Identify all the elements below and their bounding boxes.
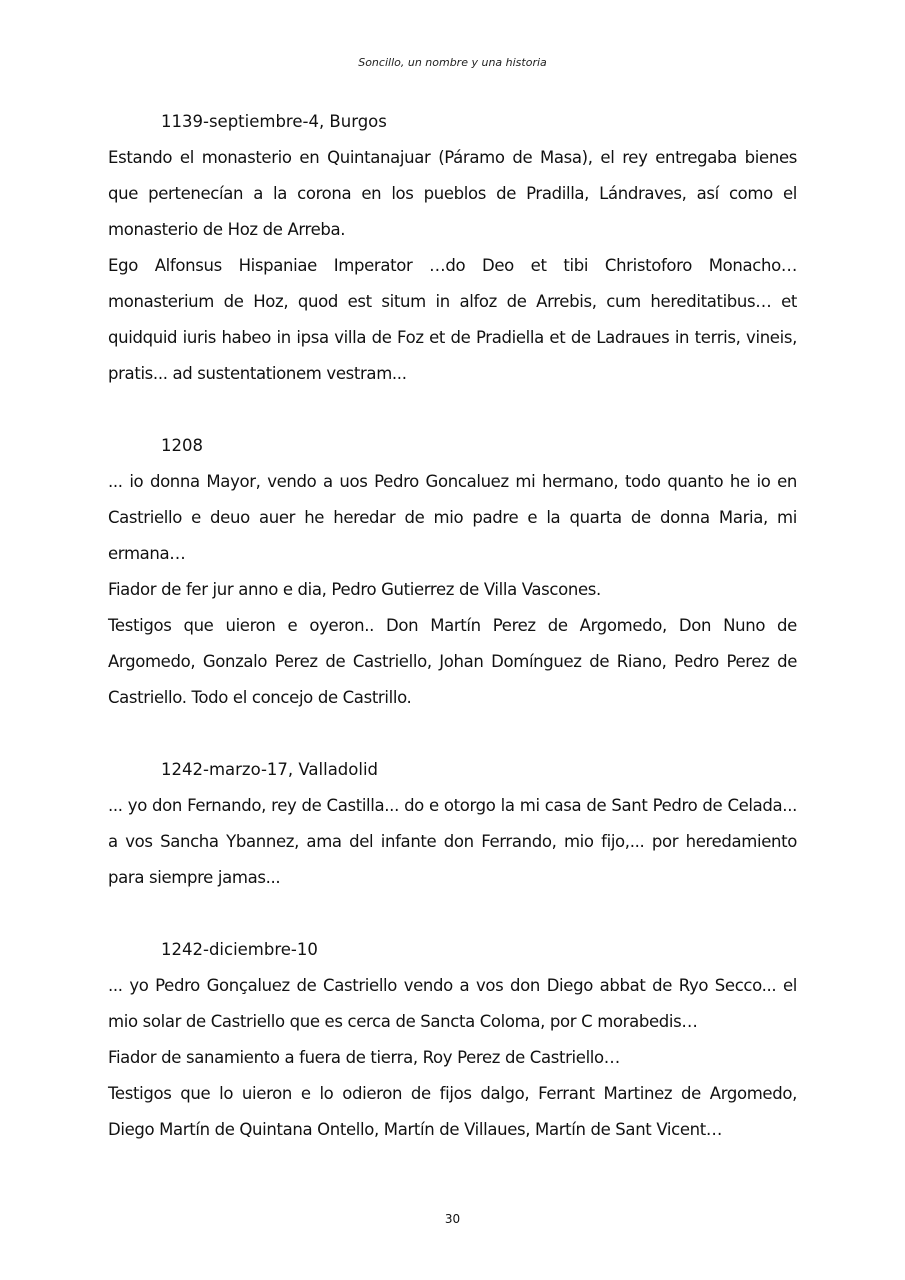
document-entry-1242-marzo — [108, 752, 797, 896]
entry-paragraph: ... io donna Mayor, vendo a uos Pedro Goncaluez mi hermano, todo quanto he io en Castriello e deuo auer he heredar de mio padre e la quarta de donna Maria, mi ermana… — [108, 472, 797, 563]
entry-paragraph: ... yo don Fernando, rey de Castilla... do e otorgo la mi casa de Sant Pedro de Celada... a vos Sancha Ybannez, ama del infante don Ferrando, mio fijo,... por heredamiento para siempre jamas... — [108, 796, 797, 887]
entry-paragraph: Ego Alfonsus Hispaniae Imperator …do Deo et tibi Christoforo Monacho… monasterium de Hoz, quod est situm in alfoz de Arrebis, cum hereditatibus… et quidquid iuris habeo in ipsa villa de Foz et de Pradiella et de Ladraues in terris, vineis, pratis... ad sustentationem vestram... — [108, 256, 797, 383]
document-entry-1139 — [108, 104, 797, 392]
page-number: 30 — [444, 1212, 461, 1226]
document-entry-1208 — [108, 428, 797, 716]
entry-paragraph: Estando el monasterio en Quintanajuar (Páramo de Masa), el rey entregaba bienes que pertenecían a la corona en los pueblos de Pradilla, Lándraves, así como el monasterio de Hoz de Arreba. — [108, 148, 797, 239]
page-body — [108, 104, 797, 1184]
entry-paragraph: Testigos que uieron e oyeron.. Don Martín Perez de Argomedo, Don Nuno de Argomedo, Gonzalo Perez de Castriello, Johan Domínguez de Riano, Pedro Perez de Castriello. Todo el concejo de Castrillo. — [108, 616, 797, 707]
entry-paragraph: ... yo Pedro Gonçaluez de Castriello vendo a vos don Diego abbat de Ryo Secco... el mio solar de Castriello que es cerca de Sancta Coloma, por C morabedis… — [108, 976, 797, 1031]
running-header: Soncillo, un nombre y una historia — [358, 56, 547, 69]
entry-paragraph: Fiador de fer jur anno e dia, Pedro Gutierrez de Villa Vascones. — [108, 580, 601, 599]
document-entry-1242-diciembre — [108, 932, 797, 1148]
entry-paragraph: Fiador de sanamiento a fuera de tierra, Roy Perez de Castriello… — [108, 1048, 620, 1067]
entry-date: 1208 — [161, 436, 203, 455]
entry-date: 1242-marzo-17, Valladolid — [161, 760, 379, 779]
entry-date: 1139-septiembre-4, Burgos — [161, 112, 387, 131]
entry-paragraph: Testigos que lo uieron e lo odieron de fijos dalgo, Ferrant Martinez de Argomedo, Diego Martín de Quintana Ontello, Martín de Villaues, Martín de Sant Vicent… — [108, 1084, 797, 1139]
entry-date: 1242-diciembre-10 — [161, 940, 318, 959]
